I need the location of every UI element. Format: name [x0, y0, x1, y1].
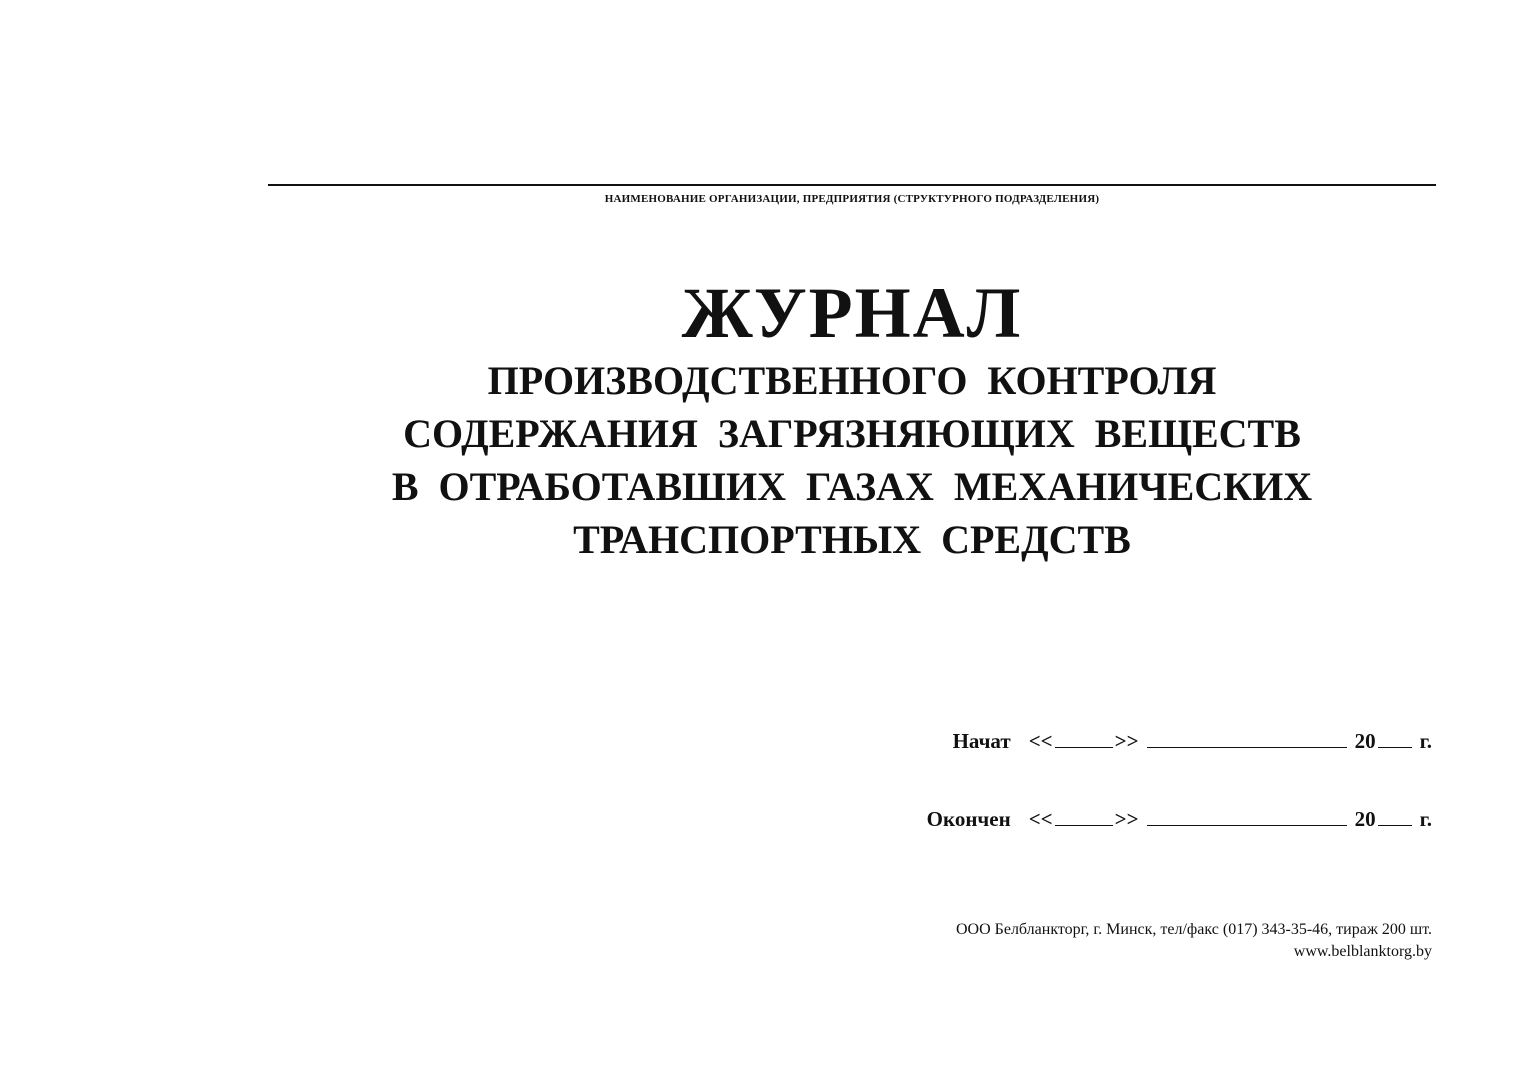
- publisher-line: ООО Белбланкторг, г. Минск, тел/факс (017) 343-35-46, тираж 200 шт.: [955, 921, 1432, 938]
- started-month-field[interactable]: [1147, 729, 1347, 748]
- subtitle-line-1: ПРОИЗВОДСТВЕННОГО КОНТРОЛЯ: [487, 358, 1217, 403]
- finished-date-row: [927, 807, 1432, 832]
- finished-month-field[interactable]: [1147, 807, 1347, 826]
- subtitle-line-4: ТРАНСПОРТНЫХ СРЕДСТВ: [573, 517, 1131, 562]
- finished-label: Окончен: [926, 807, 1011, 831]
- organization-caption: НАИМЕНОВАНИЕ ОРГАНИЗАЦИИ, ПРЕДПРИЯТИЯ (СТРУКТУРНОГО ПОДРАЗДЕЛЕНИЯ): [604, 193, 1100, 205]
- subtitle-line-2: СОДЕРЖАНИЯ ЗАГРЯЗНЯЮЩИХ ВЕЩЕСТВ: [403, 411, 1301, 456]
- year-suffix: г.: [1419, 807, 1432, 831]
- finished-year-field[interactable]: [1378, 807, 1412, 826]
- organization-name-line: [268, 184, 1436, 186]
- year-prefix: 20: [1354, 729, 1376, 753]
- year-prefix: 20: [1354, 807, 1376, 831]
- year-suffix: г.: [1419, 729, 1432, 753]
- day-open-quote: <<: [1028, 729, 1053, 753]
- journal-title: ЖУРНАЛ: [681, 273, 1023, 353]
- day-close-quote: >>: [1114, 729, 1139, 753]
- day-close-quote: >>: [1114, 807, 1139, 831]
- started-year-field[interactable]: [1378, 729, 1412, 748]
- started-day-field[interactable]: [1055, 729, 1113, 748]
- day-open-quote: <<: [1028, 807, 1053, 831]
- publisher-website: www.belblanktorg.by: [1293, 943, 1432, 960]
- finished-day-field[interactable]: [1055, 807, 1113, 826]
- subtitle-line-3: В ОТРАБОТАВШИХ ГАЗАХ МЕХАНИЧЕСКИХ: [391, 464, 1313, 509]
- title-block: [268, 272, 1436, 566]
- started-label: Начат: [952, 729, 1011, 753]
- started-date-row: [953, 729, 1432, 754]
- publisher-info: [956, 919, 1432, 963]
